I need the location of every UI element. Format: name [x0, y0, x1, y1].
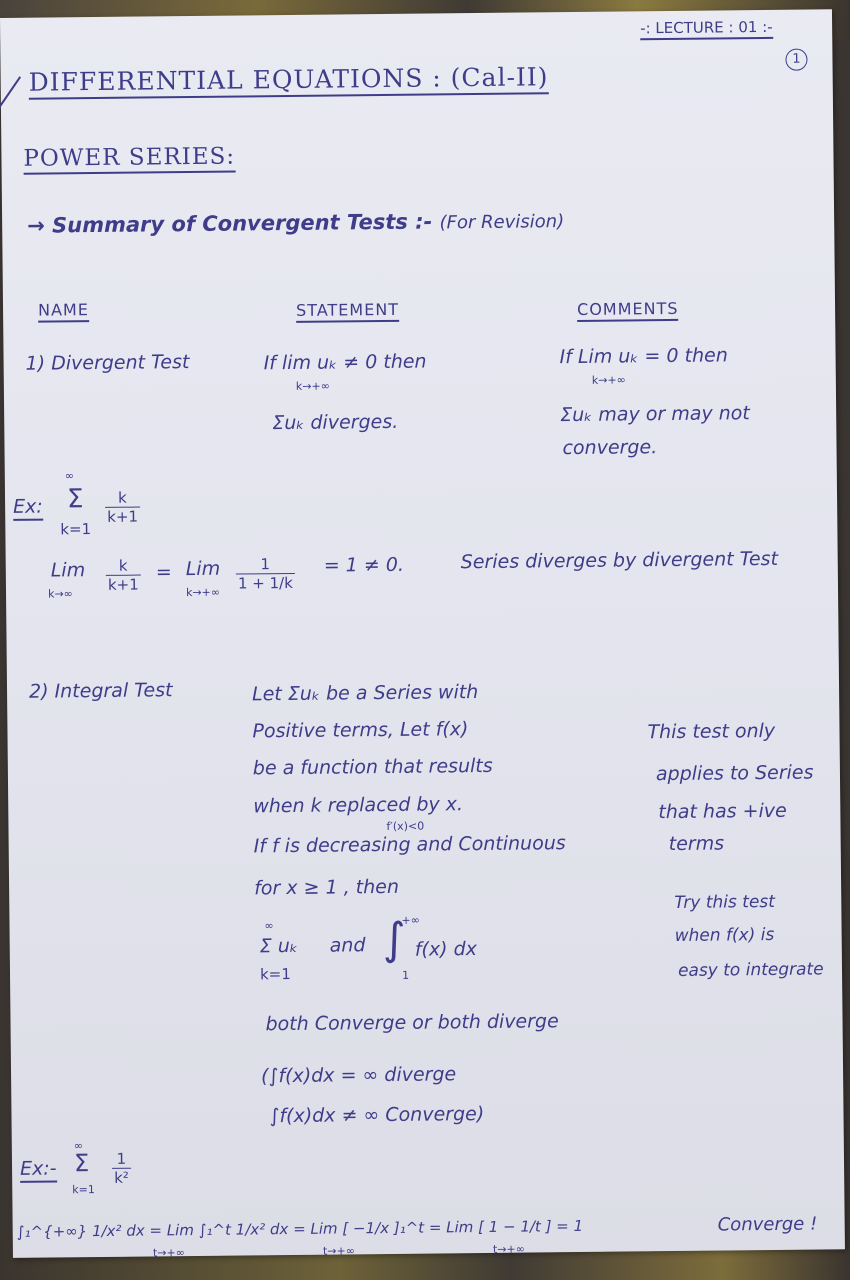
test2-comment2-line3: easy to integrate [677, 959, 824, 981]
example1-fraction: $\frac{k}{k+1}$ [105, 489, 140, 526]
example2-line: ∫₁^{+∞} 1/x² dx = Lim ∫₁^t 1/x² dx = Lim [ −1/x ]₁^t = Lim [ 1 − 1/t ] = 1 [16, 1216, 584, 1241]
test2-sum-top: ∞ [264, 919, 274, 933]
example1-lim2-fraction: $\frac{1}{1 + 1/k}$ [236, 555, 295, 593]
example1-lim1-fraction: $\frac{k}{k+1}$ [106, 557, 141, 594]
example2-fraction: $\frac{1}{\text{k²}}$ [112, 1150, 131, 1187]
test2-and: and [329, 934, 366, 957]
column-name-heading: NAME [38, 300, 89, 320]
test2-sum-expr: Σ uₖ [259, 934, 299, 958]
test2-comment1-line4: terms [668, 832, 725, 856]
test1-statement-line1: If lim uₖ ≠ 0 then [263, 350, 427, 375]
column-comments-heading: COMMENTS [577, 299, 679, 319]
test2-sum-bottom: k=1 [259, 965, 291, 984]
test2-statement-line4: when k replaced by x. [253, 793, 464, 818]
test2-comment1-line3: that has +ive [658, 799, 787, 824]
example2-label: Ex:- [20, 1157, 57, 1179]
example2-lim-sub2: t→+∞ [322, 1244, 355, 1258]
test1-comment-line3: converge. [562, 436, 658, 460]
test2-comment2-line1: Try this test [674, 891, 775, 913]
summary-heading: → Summary of Convergent Tests :- (For Revision) [27, 209, 565, 238]
example2-sum-bottom: k=1 [72, 1183, 95, 1197]
margin-mark [0, 76, 21, 113]
summary-note: (For Revision) [439, 211, 565, 234]
test2-condition2: for x ≥ 1 , then [254, 875, 400, 900]
test2-name: 2) Integral Test [28, 679, 173, 703]
test2-comment1-line2: applies to Series [655, 761, 814, 786]
page-number: 1 [785, 48, 807, 71]
test2-paren2: ∫f(x)dx ≠ ∞ Converge) [269, 1102, 485, 1128]
page-title: DIFFERENTIAL EQUATIONS : (Cal-II) [29, 62, 549, 96]
example2-conclusion: Converge ! [717, 1213, 818, 1236]
test1-comment-line2: Σuₖ may or may not [560, 402, 750, 427]
example2-lim-sub3: t→+∞ [492, 1242, 525, 1256]
test2-integral-bottom: 1 [401, 968, 410, 982]
test2-statement-line3: be a function that results [252, 754, 493, 780]
test2-paren1: (∫f(x)dx = ∞ diverge [260, 1063, 457, 1088]
test2-integral-expr: f(x) dx [414, 938, 478, 961]
example2-sigma: Σ [73, 1149, 90, 1178]
example1-lim1: Lim [50, 559, 86, 582]
lecture-label: -: LECTURE : 01 :- [640, 18, 773, 37]
integral-sign-icon: ∫ [382, 913, 406, 966]
test2-statement-line1: Let Σuₖ be a Series with [251, 681, 479, 706]
test2-integral-top: +∞ [401, 913, 420, 927]
test2-statement-line2: Positive terms, Let f(x) [252, 718, 469, 743]
example1-lim1-sub: k→∞ [47, 587, 73, 601]
example2-lim-sub1: t→+∞ [152, 1246, 185, 1260]
example1-sum-top: ∞ [64, 469, 75, 483]
example1-lim2: Lim [185, 557, 221, 581]
example1-sum-bottom: k=1 [60, 520, 92, 539]
test1-comment-line1: If Lim uₖ = 0 then [559, 344, 728, 369]
example1-equals: = [155, 561, 172, 584]
example2-sum-top: ∞ [73, 1139, 84, 1153]
test1-name: 1) Divergent Test [25, 351, 190, 375]
example1-conclusion: Series diverges by divergent Test [460, 547, 779, 574]
example1-label: Ex: [13, 496, 43, 518]
test2-condition: If f is decreasing and Continuous [253, 832, 566, 858]
test1-statement-line2: Σuₖ diverges. [272, 410, 399, 435]
test2-comment1-line1: This test only [647, 719, 776, 744]
test2-derivative-note: f′(x)<0 [386, 819, 425, 833]
notebook-page [0, 9, 845, 1258]
test2-both: both Converge or both diverge [265, 1010, 559, 1036]
test1-statement-sub: k→+∞ [295, 379, 330, 393]
example1-lim2-sub: k→+∞ [185, 585, 221, 600]
test2-comment2-line2: when f(x) is [674, 924, 775, 946]
example1-result: = 1 ≠ 0. [323, 553, 405, 577]
section-heading: POWER SERIES: [23, 144, 235, 172]
example1-sigma: Σ [66, 484, 84, 515]
test1-comment-sub: k→+∞ [591, 373, 626, 387]
column-statement-heading: STATEMENT [296, 300, 399, 320]
